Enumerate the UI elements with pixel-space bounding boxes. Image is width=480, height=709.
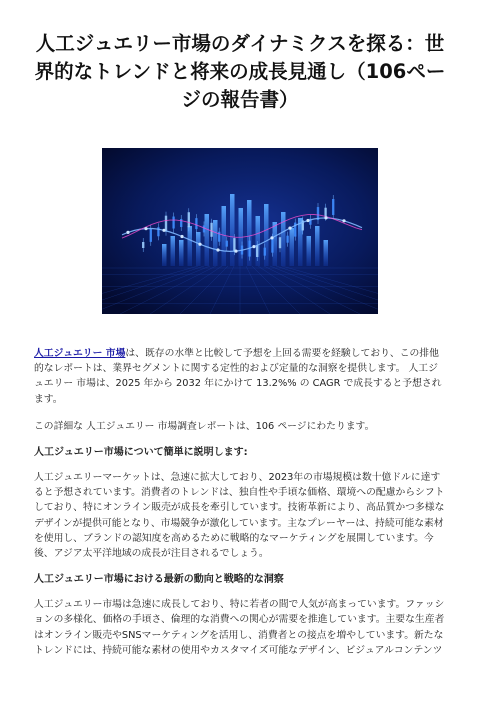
candle-body <box>271 238 273 253</box>
data-dot <box>252 245 255 248</box>
bar-mark <box>171 236 176 266</box>
section2-heading: 人工ジュエリー市場における最新の動向と戦略的な洞察 <box>34 574 284 586</box>
section1-body: 人工ジュエリーマーケットは、急速に拡大しており、2023年の市場規模は数十億ドルに達すると予想されています。消費者のトレンドは、独自性や手頃な価格、環境への配慮からシフトしており、特にオンライン販売が成長を牽引しています。技術革新により、高品質かつ多様なデザインが提供可能となり、市場競争が激化しています。主なプレーヤーは、持続可能な素材を使用し、ブランドの認知度を高めるために戦略的なマーケティングを展開しています。今後、アジア太平洋地域の成長が注目されるでしょう。 <box>34 472 445 560</box>
data-dot <box>306 219 309 222</box>
data-dot <box>288 227 291 230</box>
data-dot <box>324 216 327 219</box>
candle-body <box>210 223 212 237</box>
bar-mark <box>281 212 286 266</box>
bar-mark <box>162 244 167 266</box>
intro-text: は、既存の水準と比較して予想を上回る需要を経験しており、この排他的なレポートは、業界セグメントに関する定性的および定量的な洞察を提供します。 人工ジュエリー 市場は、2025 年から 2032 年にかけて 13.2%% の CAGR で成長すると予想されます。 <box>34 348 442 405</box>
candle-body <box>203 225 205 232</box>
page-title: 人工ジュエリー市場のダイナミクスを探る：世界的なトレンドと将来の成長見通し（106ページの報告書） <box>34 32 446 111</box>
data-dot <box>180 235 183 238</box>
data-dot <box>126 231 129 234</box>
candle-body <box>226 241 228 247</box>
data-dot <box>144 227 147 230</box>
bar-mark <box>290 228 295 266</box>
bar-mark <box>256 216 261 266</box>
candle-body <box>256 245 258 257</box>
data-dot <box>270 236 273 239</box>
bar-mark <box>188 226 193 266</box>
candle-body <box>195 218 197 229</box>
bar-mark <box>307 236 312 266</box>
candle-body <box>324 208 326 217</box>
bar-mark <box>230 194 235 266</box>
candle-body <box>286 236 288 243</box>
candle-body <box>332 199 334 215</box>
bar-mark <box>205 214 210 266</box>
bar-mark <box>196 232 201 266</box>
candle-body <box>142 242 144 248</box>
document-page <box>0 30 480 709</box>
data-dot <box>198 243 201 246</box>
candle-body <box>279 237 281 248</box>
bar-mark <box>179 240 184 266</box>
market-link[interactable]: 人工ジュエリー 市場 <box>34 348 126 359</box>
bar-mark <box>324 240 329 266</box>
candle-body <box>188 212 190 227</box>
candle-body <box>150 229 152 242</box>
data-dot <box>216 248 219 251</box>
candle-body <box>172 217 174 229</box>
intro-paragraph <box>34 346 446 407</box>
data-dot <box>162 229 165 232</box>
pages-note: この詳細な 人工ジュエリー 市場調査レポートは、106 ページにわたります。 <box>34 420 375 432</box>
section1-heading: 人工ジュエリー市場について簡単に説明します: <box>34 447 248 459</box>
hero-chart-illustration <box>102 148 378 314</box>
bar-mark <box>213 220 218 266</box>
section2-body: 人工ジュエリー市場は急速に成長しており、特に若者の間で人気が高まっています。ファッションの多様化、価格の手頃さ、倫理的な消費への関心が需要を推進しています。主要な生産者はオンライン販売やSNSマーケティングを活用し、消費者との接点を増やしています。新たなトレンドには、持続可能な素材の使用やカスタマイズ可能なデザイン、ビジュアルコンテンツ <box>34 599 445 656</box>
candle-body <box>233 238 235 251</box>
data-dot <box>342 219 345 222</box>
candle-body <box>264 248 266 256</box>
bar-mark <box>315 226 320 266</box>
data-dot <box>234 250 237 253</box>
